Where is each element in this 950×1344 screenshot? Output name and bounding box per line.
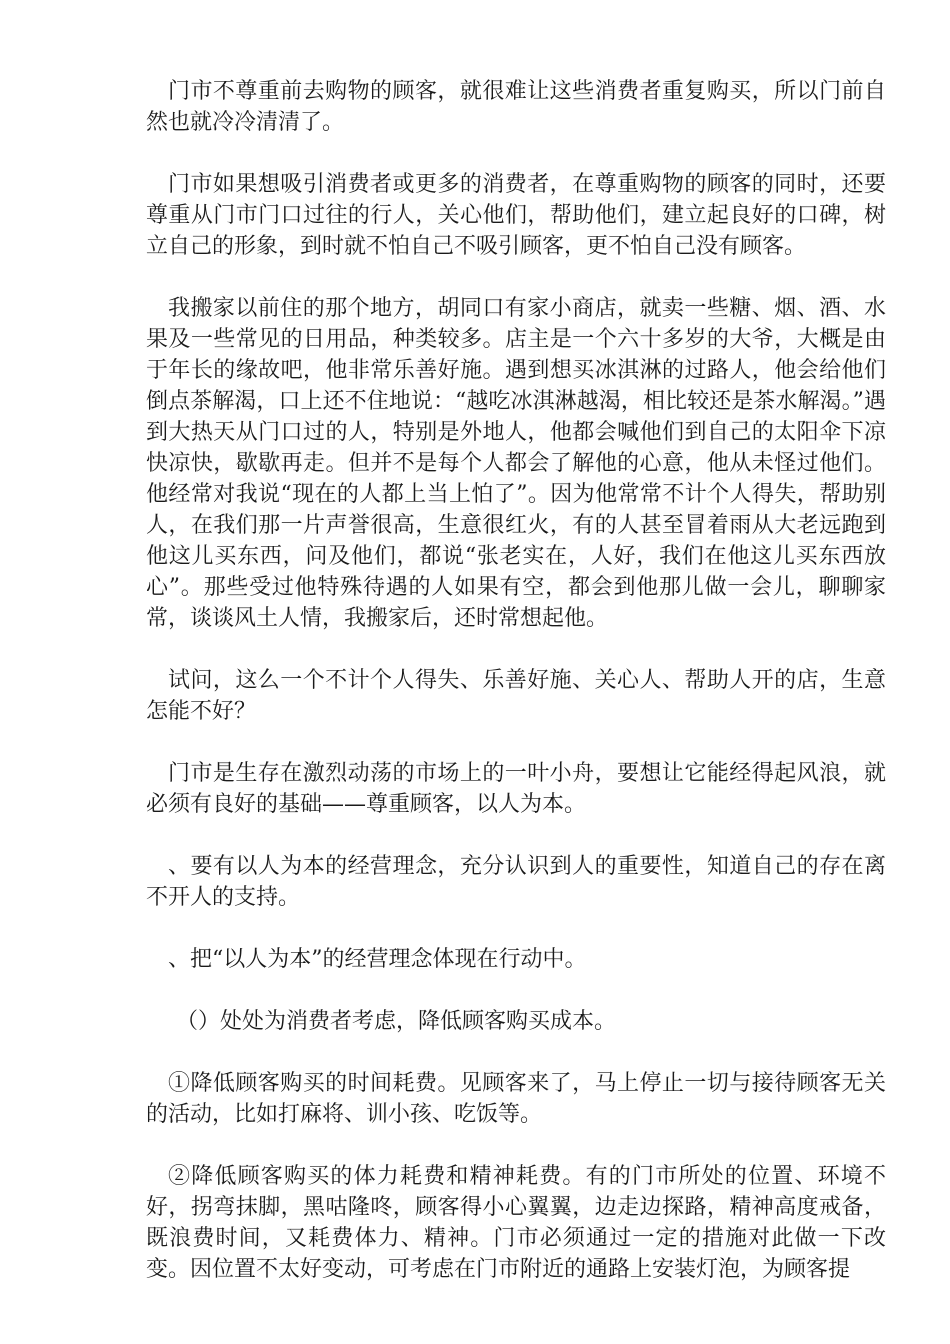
paragraph-2: 门市如果想吸引消费者或更多的消费者，在尊重购物的顾客的同时，还要尊重从门市门口过往的行人，关心他们，帮助他们，建立起良好的口碑，树立自己的形象，到时就不怕自己不吸引顾客，更不怕自己没有顾客。 [146,172,886,259]
paragraph-7: 、把“以人为本”的经营理念体现在行动中。 [168,947,587,972]
paragraph-4: 试问，这么一个不计个人得失、乐善好施、关心人、帮助人开的店，生意怎能不好？ [146,668,886,724]
paragraph-1: 门市不尊重前去购物的顾客，就很难让这些消费者重复购买，所以门前自然也就冷冷清清了。 [146,79,886,135]
paragraph-6: 、要有以人为本的经营理念，充分认识到人的重要性，知道自己的存在离不开人的支持。 [146,854,886,910]
paragraph-8: （）处处为消费者考虑，降低顾客购买成本。 [176,1009,617,1034]
paragraph-10: ②降低顾客购买的体力耗费和精神耗费。有的门市所处的位置、环境不好，拐弯抹脚，黑咕隆咚，顾客得小心翼翼，边走边探路，精神高度戒备，既浪费时间，又耗费体力、精神。门市必须通过一定的措施对此做一下改变。因位置不太好变动，可考虑在门市附近的通路上安装灯泡，为顾客提 [146,1164,886,1282]
document-page [146,76,886,1316]
paragraph-9: ①降低顾客购买的时间耗费。见顾客来了，马上停止一切与接待顾客无关的活动，比如打麻将、训小孩、吃饭等。 [146,1071,886,1127]
paragraph-3: 我搬家以前住的那个地方，胡同口有家小商店，就卖一些糖、烟、酒、水果及一些常见的日用品，种类较多。店主是一个六十多岁的大爷，大概是由于年长的缘故吧，他非常乐善好施。遇到想买冰淇淋的过路人，他会给他们倒点茶解渴，口上还不住地说：“越吃冰淇淋越渴，相比较还是茶水解渴。”遇到大热天从门口过的人，特别是外地人，他都会喊他们到自己的太阳伞下凉快凉快，歇歇再走。但并不是每个人都会了解他的心意，他从未怪过他们。他经常对我说“现在的人都上当上怕了”。因为他常常不计个人得失，帮助别人，在我们那一片声誉很高，生意很红火，有的人甚至冒着雨从大老远跑到他这儿买东西，问及他们，都说“张老实在，人好，我们在他这儿买东西放心”。那些受过他特殊待遇的人如果有空，都会到他那儿做一会儿，聊聊家常，谈谈风土人情，我搬家后，还时常想起他。 [146,296,886,631]
paragraph-5: 门市是生存在激烈动荡的市场上的一叶小舟，要想让它能经得起风浪，就必须有良好的基础——尊重顾客，以人为本。 [146,761,886,817]
